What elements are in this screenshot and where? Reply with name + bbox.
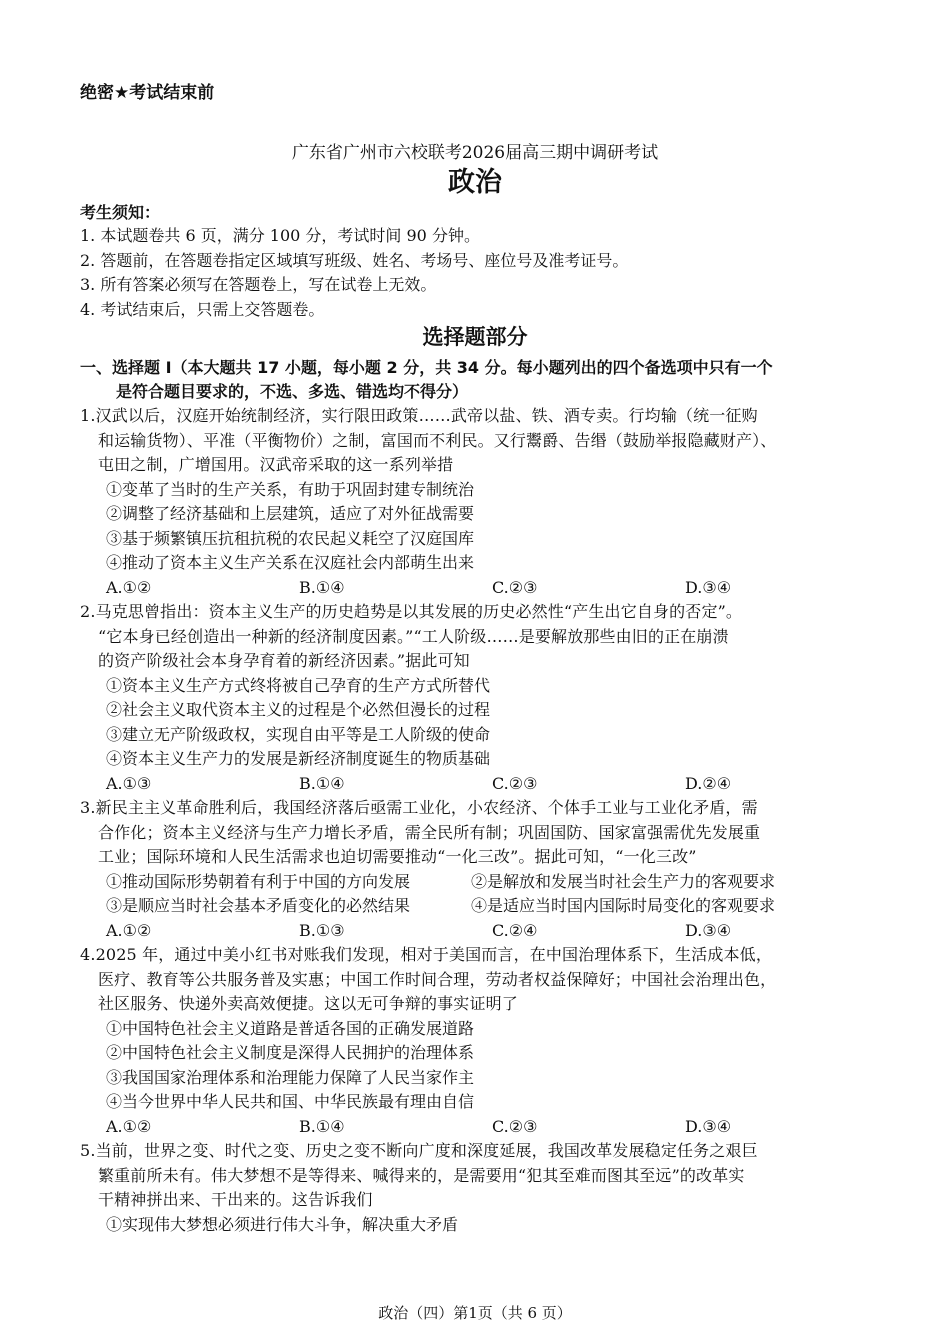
statement: ③基于频繁镇压抗租抗税的农民起义耗空了汉庭国库: [106, 528, 475, 548]
stem-line: 工业；国际环境和人民生活需求也迫切需要推动“一化三改”。据此可知，“一化三改”: [98, 847, 697, 866]
question-2: [80, 600, 880, 796]
option-b[interactable]: B.①④: [299, 1116, 345, 1136]
question-stem: [80, 943, 880, 1017]
answer-options: [80, 919, 880, 944]
statement: ①实现伟大梦想必须进行伟大斗争，解决重大矛盾: [106, 1214, 459, 1234]
stem-line: 3.新民主主义革命胜利后，我国经济落后亟需工业化，小农经济、个体手工业与工业化矛盾，需: [80, 798, 758, 817]
statement: ②社会主义取代资本主义的过程是个必然但漫长的过程: [106, 700, 491, 719]
stem-line: 医疗、教育等公共服务普及实惠；中国工作时间合理，劳动者权益保障好；中国社会治理出色，: [98, 969, 777, 989]
option-a[interactable]: A.①②: [106, 577, 152, 597]
notice-heading: 考生须知：: [80, 203, 161, 222]
statement: ③我国国家治理体系和治理能力保障了人民当家作主: [106, 1067, 475, 1087]
question-stem: [80, 404, 880, 478]
notice-item: 1. 本试题卷共 6 页，满分 100 分，考试时间 90 分钟。: [80, 226, 480, 245]
stem-line: 4.2025 年，通过中美小红书对账我们发现，相对于美国而言，在中国治理体系下，生活成本低，: [80, 945, 772, 964]
question-4: [80, 943, 880, 1139]
notice-item: 4. 考试结束后，只需上交答题卷。: [80, 299, 325, 319]
statement-row: [80, 870, 880, 895]
statement: ②中国特色社会主义制度是深得人民拥护的治理体系: [106, 1043, 475, 1062]
answer-options: [80, 1115, 880, 1140]
option-d[interactable]: D.③④: [685, 1116, 732, 1136]
part-instructions-line: 一、选择题 I（本大题共 17 小题，每小题 2 分，共 34 分。每小题列出的四个备选项中只有一个: [80, 358, 773, 377]
section-title: 选择题部分: [422, 325, 528, 349]
statement: ①资本主义生产方式终将被自己孕育的生产方式所替代: [106, 675, 491, 695]
notice-item: 3. 所有答案必须写在答题卷上，写在试卷上无效。: [80, 275, 437, 294]
stem-line: 的资产阶级社会本身孕育着的新经济因素。”据此可知: [98, 651, 470, 670]
question-3: [80, 796, 880, 943]
option-d[interactable]: D.③④: [685, 920, 732, 940]
stem-line: 1.汉武以后，汉庭开始统制经济，实行限田政策……武帝以盐、铁、酒专卖。行均输（统一征购: [80, 406, 758, 425]
statement: ④是适应当时国内国际时局变化的客观要求: [471, 896, 776, 915]
stem-line: 和运输货物）、平准（平衡物价）之制，富国而不利民。又行鬻爵、告缗（鼓励举报隐藏财产）、: [98, 430, 777, 450]
option-d[interactable]: D.③④: [685, 577, 732, 597]
option-c[interactable]: C.②④: [492, 920, 538, 940]
stem-line: 5.当前，世界之变、时代之变、历史之变不断向广度和深度延展，我国改革发展稳定任务之艰巨: [80, 1141, 758, 1160]
statement: ④推动了资本主义生产关系在汉庭社会内部萌生出来: [106, 553, 475, 572]
part-instructions: [80, 356, 880, 404]
stem-line: “它本身已经创造出一种新的经济制度因素。”“工人阶级……是要解放那些由旧的正在崩溃: [98, 626, 729, 646]
option-a[interactable]: A.①②: [106, 920, 152, 940]
statement: ②是解放和发展当时社会生产力的客观要求: [471, 871, 776, 891]
question-5: [80, 1139, 880, 1237]
statement: ④当今世界中华人民共和国、中华民族最有理由自信: [106, 1092, 475, 1111]
statement: ③建立无产阶级政权，实现自由平等是工人阶级的使命: [106, 724, 491, 744]
statement: ③是顺应当时社会基本矛盾变化的必然结果: [106, 896, 411, 915]
page-footer: 政治（四）第1页（共 6 页）: [378, 1304, 572, 1322]
option-a[interactable]: A.①③: [106, 773, 152, 793]
exam-title: 广东省广州市六校联考2026届高三期中调研考试: [291, 143, 659, 163]
stem-line: 屯田之制，广增国用。汉武帝采取的这一系列举措: [98, 455, 454, 474]
question-list: [80, 404, 880, 1237]
stem-line: 2.马克思曾指出：资本主义生产的历史趋势是以其发展的历史必然性“产生出它自身的否定”。: [80, 602, 743, 621]
statement: ①变革了当时的生产关系，有助于巩固封建专制统治: [106, 479, 475, 499]
option-c[interactable]: C.②③: [492, 1116, 538, 1136]
statement: ②调整了经济基础和上层建筑，适应了对外征战需要: [106, 504, 475, 523]
option-b[interactable]: B.①④: [299, 773, 345, 793]
option-a[interactable]: A.①②: [106, 1116, 152, 1136]
option-c[interactable]: C.②③: [492, 773, 538, 793]
question-1: [80, 404, 880, 600]
statement-row: [80, 894, 880, 919]
statement: ①中国特色社会主义道路是普适各国的正确发展道路: [106, 1018, 475, 1038]
part-instructions-line: 是符合题目要求的，不选、多选、错选均不得分）: [116, 382, 469, 401]
stem-line: 干精神拼出来、干出来的。这告诉我们: [98, 1190, 373, 1209]
stem-line: 繁重前所未有。伟大梦想不是等得来、喊得来的，是需要用“犯其至难而图其至远”的改革实: [98, 1165, 745, 1185]
option-c[interactable]: C.②③: [492, 577, 538, 597]
option-b[interactable]: B.①③: [299, 920, 345, 940]
subject-title: 政治: [448, 167, 502, 198]
stem-line: 合作化；资本主义经济与生产力增长矛盾，需全民所有制；巩固国防、国家富强需优先发展重: [98, 822, 761, 842]
question-stem: [80, 1139, 880, 1213]
statement: ①推动国际形势朝着有利于中国的方向发展: [106, 871, 411, 891]
answer-options: [80, 576, 880, 601]
stem-line: 社区服务、快递外卖高效便捷。这以无可争辩的事实证明了: [98, 994, 518, 1013]
answer-options: [80, 772, 880, 797]
notice-list: [80, 224, 880, 322]
option-b[interactable]: B.①④: [299, 577, 345, 597]
notice-item: 2. 答题前，在答题卷指定区域填写班级、姓名、考场号、座位号及准考证号。: [80, 250, 629, 270]
statement: ④资本主义生产力的发展是新经济制度诞生的物质基础: [106, 749, 491, 768]
confidential-label: 绝密★考试结束前: [80, 83, 215, 103]
question-stem: [80, 796, 880, 870]
option-d[interactable]: D.②④: [685, 773, 732, 793]
question-stem: [80, 600, 880, 674]
